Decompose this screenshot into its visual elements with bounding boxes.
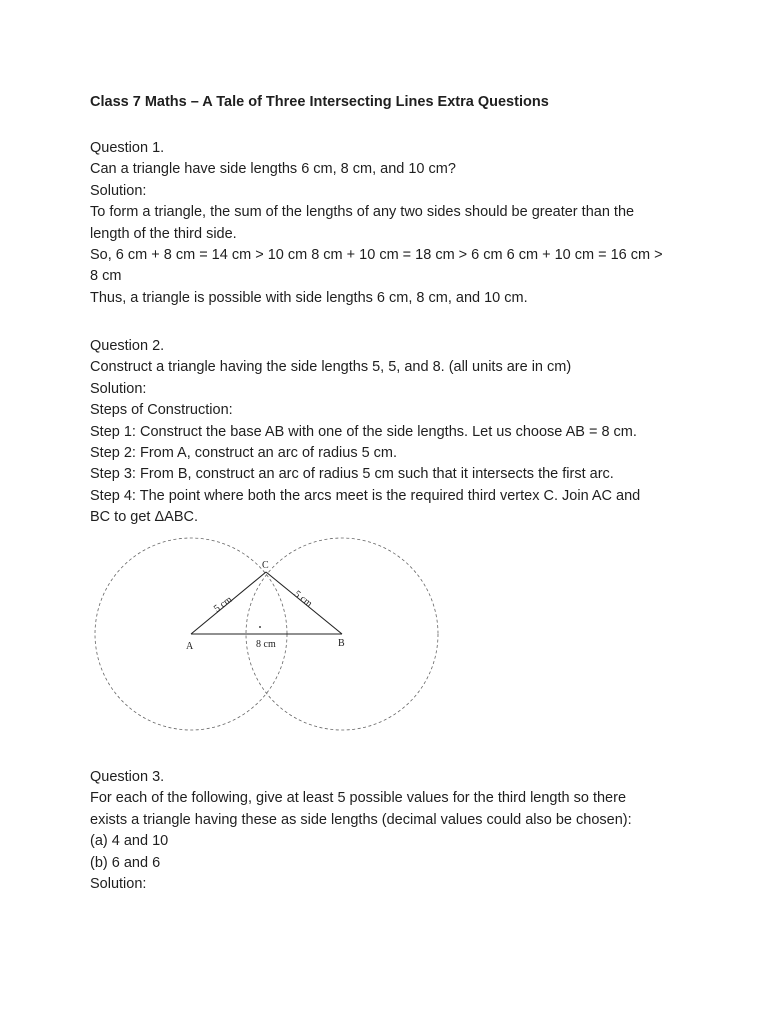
solution-line: So, 6 cm + 8 cm = 14 cm > 10 cm 8 cm + 10 cm = 18 cm > 6 cm 6 cm + 10 cm = 16 cm > bbox=[90, 247, 663, 264]
solution-label: Solution: bbox=[90, 182, 147, 199]
step-3: Step 3: From B, construct an arc of radius 5 cm such that it intersects the first arc. bbox=[90, 466, 614, 483]
question-1-block bbox=[90, 138, 690, 309]
solution-line: length of the third side. bbox=[90, 225, 237, 242]
vertex-c-label: C bbox=[262, 560, 269, 571]
steps-heading: Steps of Construction: bbox=[90, 402, 233, 419]
question-2-heading: Question 2. bbox=[90, 338, 165, 354]
question-3-part-b: (b) 6 and 6 bbox=[90, 854, 161, 871]
step-4-continued: BC to get ΔABC. bbox=[90, 509, 199, 526]
side-ab-label: 8 cm bbox=[256, 639, 276, 650]
side-ac-label: 5 cm bbox=[211, 594, 235, 615]
question-2-text: Construct a triangle having the side lengths 5, 5, and 8. (all units are in cm) bbox=[90, 359, 572, 376]
question-1-heading: Question 1. bbox=[90, 140, 165, 156]
solution-line: To form a triangle, the sum of the lengths of any two sides should be greater than the bbox=[90, 204, 635, 221]
question-2-block bbox=[90, 336, 690, 529]
question-1-text: Can a triangle have side lengths 6 cm, 8 cm, and 10 cm? bbox=[90, 161, 456, 178]
question-3-text: exists a triangle having these as side lengths (decimal values could also be chosen): bbox=[90, 811, 632, 828]
vertex-a-label: A bbox=[186, 641, 194, 652]
question-3-block bbox=[90, 767, 690, 895]
solution-label: Solution: bbox=[90, 876, 147, 893]
step-1: Step 1: Construct the base AB with one of the side lengths. Let us choose AB = 8 cm. bbox=[90, 423, 637, 440]
vertex-b-label: B bbox=[338, 638, 345, 649]
question-3-part-a: (a) 4 and 10 bbox=[90, 833, 169, 850]
solution-label: Solution: bbox=[90, 380, 147, 397]
question-3-text: For each of the following, give at least 5 possible values for the third length so there bbox=[90, 790, 627, 807]
document-title: Class 7 Maths – A Tale of Three Intersecting Lines Extra Questions bbox=[90, 94, 549, 110]
side-bc-label: 5 cm bbox=[291, 588, 315, 610]
triangle-construction-figure bbox=[90, 532, 442, 736]
step-4: Step 4: The point where both the arcs meet is the required third vertex C. Join AC and bbox=[90, 487, 641, 504]
center-dot bbox=[259, 626, 261, 628]
question-3-heading: Question 3. bbox=[90, 769, 165, 785]
solution-line: Thus, a triangle is possible with side lengths 6 cm, 8 cm, and 10 cm. bbox=[90, 289, 528, 306]
solution-line: 8 cm bbox=[90, 268, 122, 285]
step-2: Step 2: From A, construct an arc of radius 5 cm. bbox=[90, 445, 398, 462]
